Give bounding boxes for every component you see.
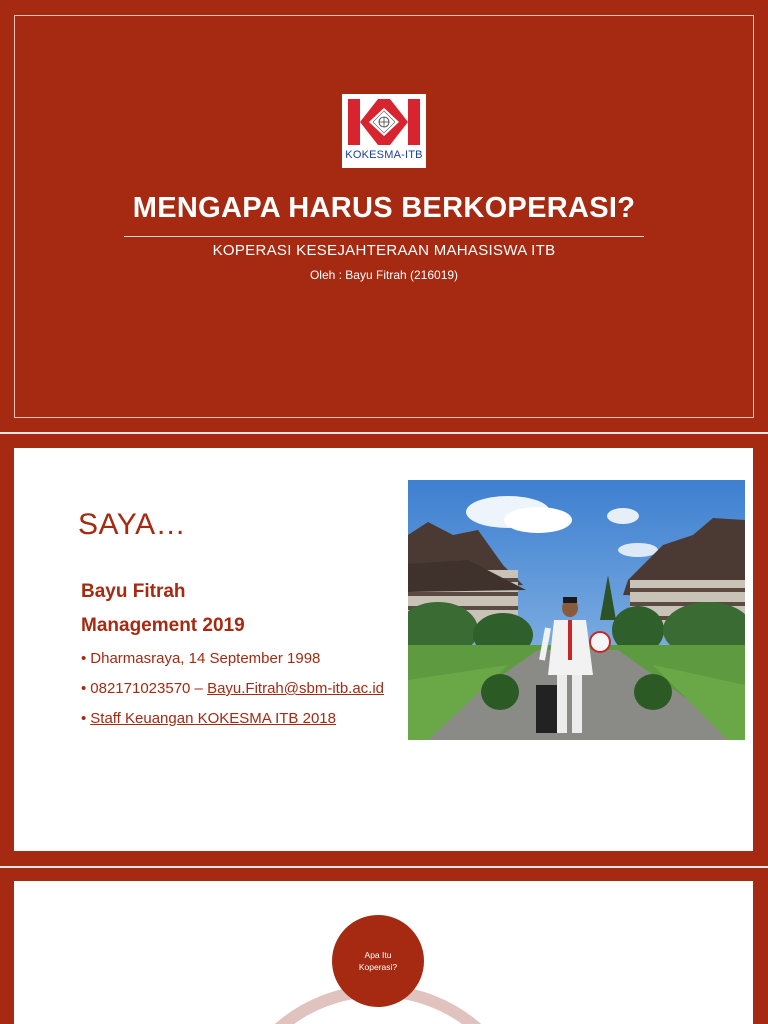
title-slide (0, 0, 768, 432)
list-item: • Staff Keuangan KOKESMA ITB 2018 (81, 710, 336, 727)
phone-number: 082171023570 – (90, 680, 208, 697)
profile-slide (0, 434, 768, 866)
birth-info: Dharmasraya, 14 September 1998 (90, 650, 321, 667)
kokesma-logo (342, 94, 426, 168)
logo-caption: KOKESMA-ITB (345, 149, 423, 161)
email-link[interactable]: Bayu.Fitrah@sbm-itb.ac.id (207, 680, 385, 697)
node-label-line2: Koperasi? (358, 962, 398, 972)
diagram-slide (0, 868, 768, 1024)
title-divider (124, 236, 644, 237)
profile-name: Bayu Fitrah (81, 581, 186, 602)
author-line: Oleh : Bayu Fitrah (216019) (309, 268, 459, 282)
presentation-subtitle: KOPERASI KESEJAHTERAAN MAHASISWA ITB (212, 242, 556, 259)
diagram-card (14, 881, 753, 1024)
logo-emblem (345, 97, 423, 147)
role-link[interactable]: Staff Keuangan KOKESMA ITB 2018 (90, 710, 336, 727)
list-item: • Dharmasraya, 14 September 1998 (81, 650, 321, 667)
node-apa-itu-koperasi[interactable] (332, 915, 424, 1007)
profile-card (14, 448, 753, 851)
profile-major: Management 2019 (81, 615, 245, 636)
profile-details (81, 648, 384, 738)
presentation-title: MENGAPA HARUS BERKOPERASI? (132, 192, 636, 224)
node-label-line1: Apa Itu (364, 950, 392, 960)
profile-heading: SAYA… (78, 508, 187, 541)
list-item: • 082171023570 – Bayu.Fitrah@sbm-itb.ac.id (81, 680, 385, 697)
profile-photo (408, 480, 745, 740)
